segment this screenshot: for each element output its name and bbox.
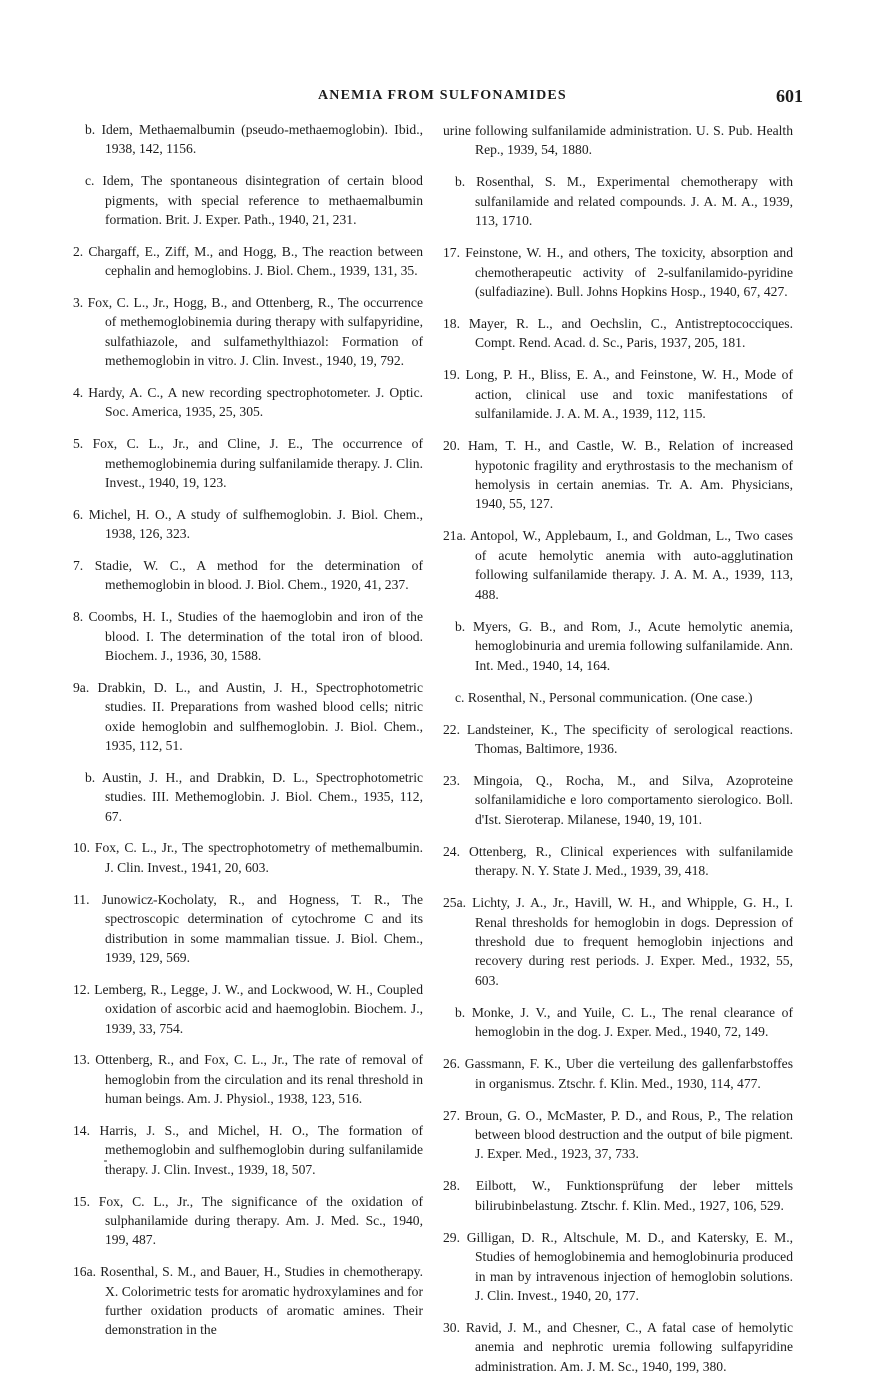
reference-label: 14. — [73, 1122, 100, 1138]
references-right-column — [443, 121, 793, 1389]
reference-text: Fox, C. L., Jr., and Cline, J. E., The occurrence of methemoglobinemia during sulfanilamide therapy. J. Clin. Invest., 1940, 19, 123. — [92, 436, 423, 491]
reference-label: 20. — [443, 438, 468, 454]
reference-entry — [443, 720, 793, 759]
reference-label: b. — [455, 618, 474, 634]
reference-label: 28. — [443, 1178, 476, 1194]
reference-entry — [443, 1318, 793, 1376]
reference-entry — [443, 1176, 793, 1215]
reference-text: Ottenberg, R., Clinical experiences with sulfanilamide therapy. N. Y. State J. Med., 1939, 39, 418. — [469, 843, 793, 879]
reference-label: 24. — [443, 843, 470, 859]
reference-label: 21a. — [443, 528, 471, 544]
reference-text: Broun, G. O., McMaster, P. D., and Rous, P., The relation between blood destruction and the output of bile pigment. J. Exper. Med., 1923, 37, 733. — [464, 1107, 794, 1162]
reference-label: 5. — [73, 436, 93, 452]
reference-entry — [443, 842, 793, 881]
references-left-column — [73, 120, 423, 1352]
reference-label: 12. — [73, 981, 95, 997]
reference-text: Mingoia, Q., Rocha, M., and Silva, Azoproteine solfanilamidiche e loro comportamento sierologico. Boll. d'Ist. Sieroterap. Milanese, 1940, 19, 101. — [473, 772, 794, 827]
reference-text: Monke, J. V., and Yuile, C. L., The renal clearance of hemoglobin in the dog. J. Exper. Med., 1940, 72, 149. — [471, 1004, 793, 1040]
reference-label: 16a. — [73, 1264, 101, 1280]
reference-entry — [443, 172, 793, 230]
reference-text: Ravid, J. M., and Chesner, C., A fatal case of hemolytic anemia and nephrotic uremia following sulfapyridine administration. Am. J. M. Sc., 1940, 199, 380. — [465, 1320, 794, 1374]
reference-label: 9a. — [73, 679, 98, 695]
reference-label: 6. — [73, 506, 89, 522]
reference-entry — [73, 171, 423, 229]
reference-text: Junowicz-Kocholaty, R., and Hogness, T. R., The spectroscopic determination of cytochrome C and its distribution in some mammalian tissue. J. Biol. Chem., 1939, 129, 569. — [101, 891, 423, 965]
reference-entry — [73, 890, 423, 968]
reference-text: Lemberg, R., Legge, J. W., and Lockwood, W. H., Coupled oxidation of ascorbic acid and haemoglobin. Biochem. J., 1939, 33, 754. — [94, 981, 424, 1036]
reference-text: Mayer, R. L., and Oechslin, C., Antistreptococciques. Compt. Rend. Acad. d. Sc., Paris, 1937, 205, 181. — [468, 316, 794, 351]
reference-label: 23. — [443, 772, 474, 788]
reference-entry — [73, 556, 423, 595]
reference-entry — [443, 436, 793, 514]
reference-label: 17. — [443, 245, 466, 261]
reference-text: Rosenthal, S. M., and Bauer, H., Studies in chemotherapy. X. Colorimetric tests for aromatic hydroxylamines and for further oxidation products of aromatic amines. Their demonstration in the — [100, 1264, 423, 1338]
reference-text: Ottenberg, R., and Fox, C. L., Jr., The rate of removal of hemoglobin from the circulation and its renal threshold in human beings. Am. J. Physiol., 1938, 123, 516. — [95, 1052, 424, 1107]
reference-label: c. — [85, 173, 103, 189]
reference-label: 19. — [443, 367, 466, 383]
reference-label: 26. — [443, 1056, 465, 1072]
reference-label: 22. — [443, 721, 467, 737]
running-head: ANEMIA FROM SULFONAMIDES — [318, 88, 567, 103]
reference-entry — [443, 1054, 793, 1093]
reference-entry — [443, 526, 793, 604]
reference-text: Michel, H. O., A study of sulfhemoglobin. J. Biol. Chem., 1938, 126, 323. — [88, 506, 424, 542]
reference-text: Coombs, H. I., Studies of the haemoglobin and iron of the blood. I. The determination of the total iron of blood. Biochem. J., 1936, 30, 1588. — [88, 609, 423, 664]
reference-label: 18. — [443, 316, 469, 332]
reference-label: 15. — [73, 1193, 99, 1209]
reference-entry — [73, 1262, 423, 1340]
reference-entry — [443, 314, 793, 353]
reference-text: Drabkin, D. L., and Austin, J. H., Spectrophotometric studies. II. Preparations from washed blood cells; nitric oxide hemoglobin and sulfhemoglobin. J. Biol. Chem., 1935, 112, 51. — [97, 679, 423, 754]
reference-label: 11. — [73, 891, 102, 907]
reference-text: Idem, The spontaneous disintegration of certain blood pigments, with special reference to methaemalbumin formation. Brit. J. Exper. Path., 1940, 21, 231. — [102, 173, 423, 228]
reference-entry — [443, 243, 793, 301]
reference-entry — [73, 120, 423, 159]
reference-label: 29. — [443, 1229, 467, 1245]
reference-text: Long, P. H., Bliss, E. A., and Feinstone, W. H., Mode of action, clinical use and toxic manifestations of sulfanilamide. J. A. M. A., 1939, 112, 115. — [465, 367, 794, 422]
reference-label: 4. — [73, 385, 89, 401]
reference-text: Gassmann, F. K., Uber die verteilung des gallenfarbstoffes in organismus. Ztschr. f. Klin. Med., 1930, 114, 477. — [464, 1056, 793, 1091]
reference-text: Chargaff, E., Ziff, M., and Hogg, B., The reaction between cephalin and hemoglobins. J. Biol. Chem., 1939, 131, 35. — [88, 243, 424, 279]
reference-text: Rosenthal, S. M., Experimental chemotherapy with sulfanilamide and related compounds. J. A. M. A., 1939, 113, 1710. — [475, 174, 794, 229]
reference-entry — [73, 838, 423, 877]
reference-text: Fox, C. L., Jr., Hogg, B., and Ottenberg, R., The occurrence of methemoglobinemia during therapy with sulfapyridine, sulfathiazole, and sulfamethylthiazol: Formation of methemoglobin in vitro. J. Clin. Invest., 1940, 19, 792. — [87, 295, 424, 369]
reference-text: Myers, G. B., and Rom, J., Acute hemolytic anemia, hemoglobinuria and uremia following sulfanilamide. Ann. Int. Med., 1940, 14, 164. — [473, 618, 794, 673]
page-number: 601 — [776, 86, 803, 106]
reference-label: 30. — [443, 1320, 466, 1335]
reference-entry — [73, 242, 423, 281]
reference-entry — [73, 293, 423, 371]
reference-text: Gilligan, D. R., Altschule, M. D., and Katersky, E. M., Studies of hemoglobinemia and hemoglobinuria produced in man by intravenous injection of hemoglobin solutions. J. Clin. Invest., 1940, 20, 177. — [466, 1229, 794, 1303]
reference-text: Eilbott, W., Funktionsprüfung der leber mittels bilirubinbelastung. Ztschr. f. Klin. Med., 1927, 106, 529. — [475, 1178, 794, 1213]
reference-label: 8. — [73, 609, 89, 625]
reference-label: 27. — [443, 1107, 465, 1123]
reference-entry — [73, 768, 423, 826]
reference-label: b. — [455, 174, 477, 190]
reference-text: Fox, C. L., Jr., The significance of the oxidation of sulphanilamide during therapy. Am. J. Med. Sc., 1940, 199, 487. — [98, 1193, 423, 1248]
reference-label: c. — [455, 689, 468, 705]
reference-text: Lichty, J. A., Jr., Havill, W. H., and Whipple, G. H., I. Renal thresholds for hemoglobin in dogs. Depression of threshold due to frequent hemoglobin injections and recovery during rest periods. J. Exper. Med., 1932, 55, 603. — [472, 895, 793, 988]
reference-entry — [73, 607, 423, 665]
reference-label: 10. — [73, 840, 95, 856]
reference-text: Idem, Methaemalbumin (pseudo-methaemoglobin). Ibid., 1938, 142, 1156. — [101, 122, 423, 157]
reference-entry — [73, 434, 423, 492]
reference-entry — [73, 1192, 423, 1250]
reference-entry — [73, 1121, 423, 1179]
reference-label: 13. — [73, 1052, 96, 1068]
reference-entry — [443, 365, 793, 423]
reference-text: Landsteiner, K., The specificity of serological reactions. Thomas, Baltimore, 1936. — [466, 721, 793, 756]
reference-text: Austin, J. H., and Drabkin, D. L., Spectrophotometric studies. III. Methemoglobin. J. Biol. Chem., 1935, 112, 67. — [102, 769, 424, 824]
reference-entry — [443, 893, 793, 990]
reference-text: Rosenthal, N., Personal communication. (One case.) — [467, 689, 753, 705]
reference-entry — [73, 980, 423, 1038]
reference-entry — [73, 678, 423, 756]
reference-entry — [443, 771, 793, 829]
reference-entry — [73, 1050, 423, 1108]
reference-label: b. — [455, 1004, 472, 1020]
reference-label: 7. — [73, 558, 95, 574]
reference-entry — [73, 383, 423, 422]
reference-entry — [443, 1003, 793, 1042]
reference-entry — [73, 505, 423, 544]
reference-text: Fox, C. L., Jr., The spectrophotometry of methemalbumin. J. Clin. Invest., 1941, 20, 603. — [94, 840, 423, 875]
reference-text: Hardy, A. C., A new recording spectrophotometer. J. Optic. Soc. America, 1935, 25, 305. — [88, 385, 424, 420]
reference-entry — [443, 617, 793, 675]
reference-label: b. — [85, 122, 102, 137]
reference-text: Harris, J. S., and Michel, H. O., The formation of methemoglobin and sulfhemoglobin during sulfanilamide therapy. J. Clin. Invest., 1939, 18, 507. — [99, 1122, 424, 1177]
reference-text: urine following sulfanilamide administration. U. S. Pub. Health Rep., 1939, 54, 1880. — [443, 123, 793, 158]
reference-text: Stadie, W. C., A method for the determination of methemoglobin in blood. J. Biol. Chem., 1920, 41, 237. — [94, 558, 424, 593]
reference-entry — [443, 1106, 793, 1164]
reference-entry — [443, 121, 793, 160]
reference-label: 3. — [73, 295, 88, 311]
reference-text: Antopol, W., Applebaum, I., and Goldman, L., Two cases of acute hemolytic anemia with auto-agglutination following sulfanilamide therapy. J. A. M. A., 1939, 113, 488. — [470, 528, 793, 602]
reference-text: Feinstone, W. H., and others, The toxicity, absorption and chemotherapeutic activity of 2-sulfanilamido-pyridine (sulfadiazine). Bull. Johns Hopkins Hosp., 1940, 67, 427. — [465, 245, 794, 300]
reference-entry — [443, 1228, 793, 1306]
reference-text: Ham, T. H., and Castle, W. B., Relation of increased hypotonic fragility and erythrostasis to the mechanism of hemolysis in certain anemias. Tr. A. Am. Physicians, 1940, 55, 127. — [467, 438, 794, 512]
reference-label: 25a. — [443, 895, 473, 911]
reference-label: 2. — [73, 243, 89, 259]
reference-entry — [443, 688, 793, 707]
print-speck — [104, 1160, 107, 1162]
reference-label: b. — [85, 769, 103, 785]
